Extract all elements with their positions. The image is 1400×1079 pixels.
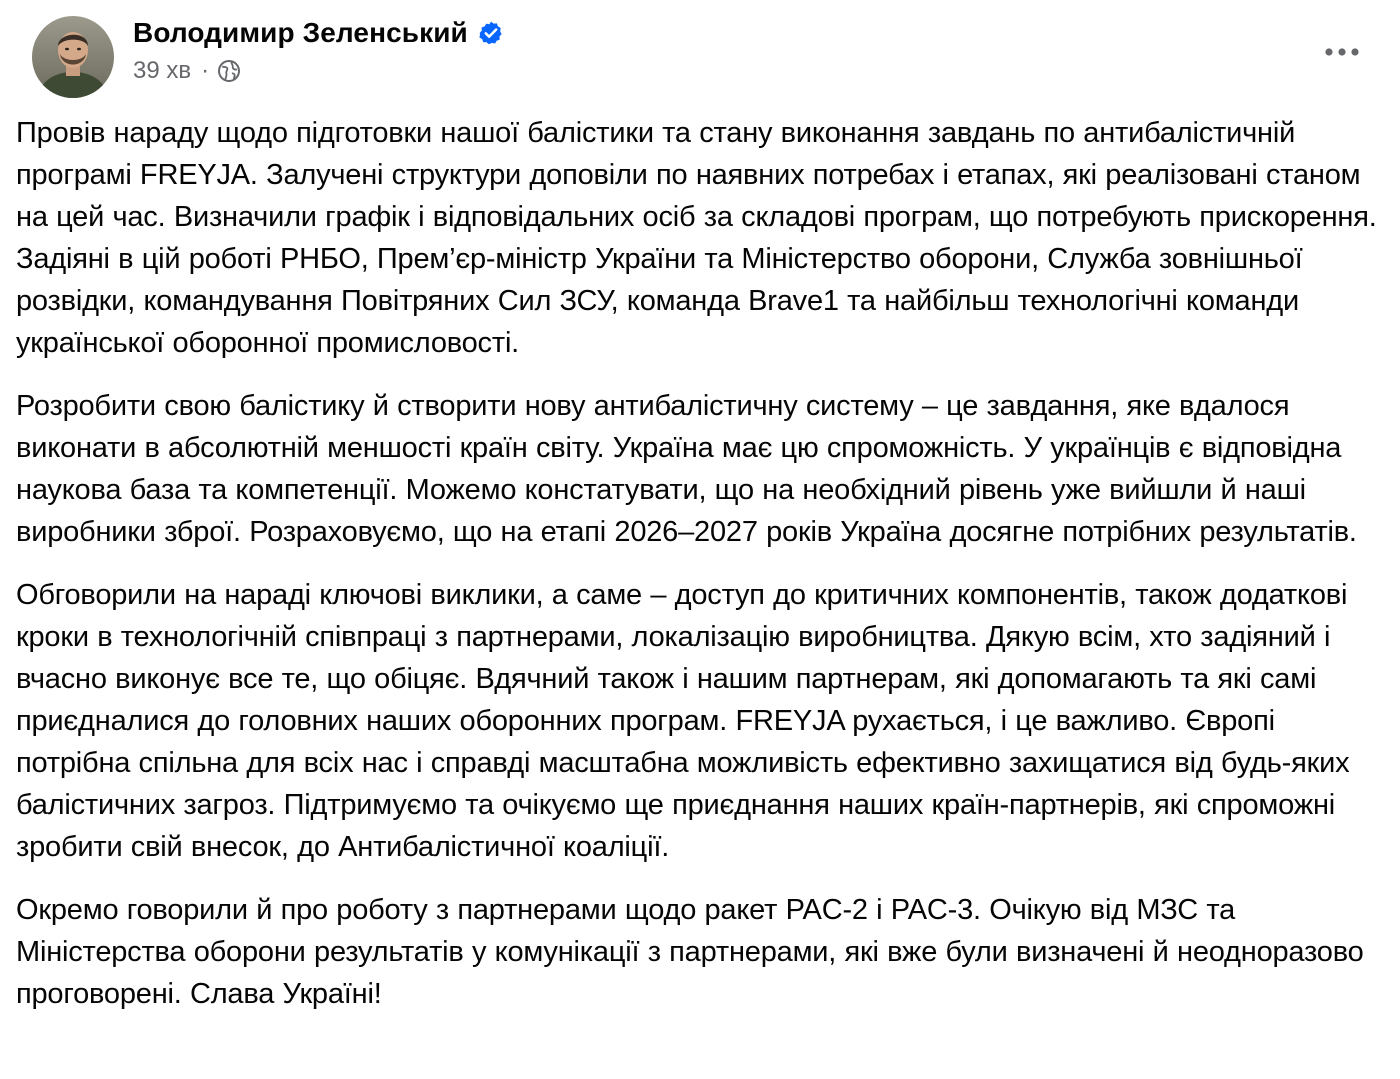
more-options-icon[interactable] bbox=[1320, 34, 1364, 70]
post-paragraph-2: Розробити свою балістику й створити нову антибалістичну систему – це завдання, яке вдалося виконати в абсолютній меншості країн світу. Україна має цю спроможність. У українців є відповідна наукова база та компетенції. Можемо констатувати, що на необхідний рівень уже вийшли й наші виробники зброї. Розраховуємо, що на етапі 2026–2027 років Україна досягне потрібних результатів. bbox=[16, 390, 1357, 548]
post-meta bbox=[133, 54, 504, 88]
post-timestamp[interactable]: 39 хв bbox=[133, 57, 192, 84]
post-paragraph-3: Обговорили на нараді ключові виклики, а саме – доступ до критичних компонентів, також додаткові кроки в технологічній співпраці з партнерами, локалізацію виробництва. Дякую всім, хто задіяний і вчасно виконує все те, що обіцяє. Вдячний також і нашим партнерам, які допомагають та які самі приєдналися до головних наших оборонних програм. FREYJA рухається, і це важливо. Європі потрібна спільна для всіх нас і справді масштабна можливість ефективно захищатися від будь-яких балістичних загроз. Підтримуємо та очікуємо ще приєднання наших країн-партнерів, які спроможні зробити свій внесок, до Антибалістичної коаліції. bbox=[16, 579, 1350, 863]
author-info bbox=[133, 14, 504, 88]
author-line bbox=[133, 14, 504, 52]
post-header bbox=[16, 0, 1384, 112]
post-body bbox=[16, 112, 1388, 1036]
post-paragraph-4: Окремо говорили й про роботу з партнерами щодо ракет PAC-2 і PAC-3. Очікую від МЗС та Міністерства оборони результатів у комунікації з партнерами, які вже були визначені й неодноразово проговорені. Слава Україні! bbox=[16, 894, 1364, 1010]
post-paragraph-1: Провів нараду щодо підготовки нашої балістики та стану виконання завдань по антибалістичній програмі FREYJA. Залучені структури доповіли по наявних потребах і етапах, які реалізовані станом на цей час. Визначили графік і відповідальних осіб за складові програм, що потребують прискорення. Задіяні в цій роботі РНБО, Прем’єр-міністр України та Міністерство оборони, Служба зовнішньої розвідки, командування Повітряних Сил ЗСУ, команда Brave1 та найбільш технологічні команди української оборонної промисловості. bbox=[16, 117, 1377, 359]
meta-separator: · bbox=[201, 57, 210, 84]
author-name[interactable]: Володимир Зеленський bbox=[133, 17, 468, 48]
author-avatar[interactable] bbox=[32, 16, 114, 98]
globe-icon[interactable] bbox=[217, 59, 241, 83]
verified-badge-icon bbox=[478, 20, 504, 46]
avatar-photo bbox=[32, 16, 114, 98]
